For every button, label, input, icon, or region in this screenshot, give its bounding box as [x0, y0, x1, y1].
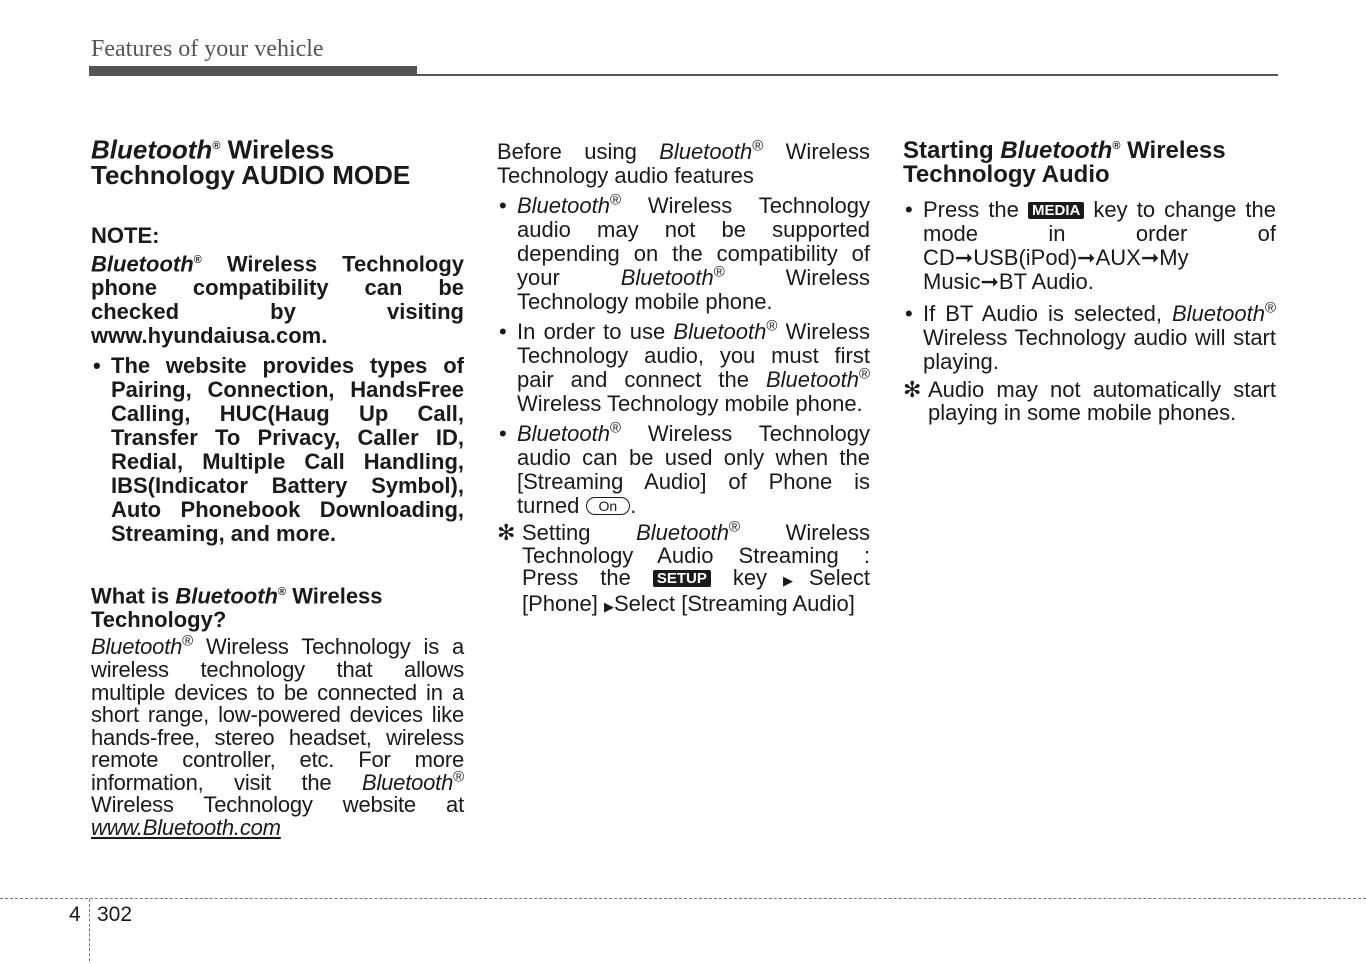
bullet-text: Wireless Technology audio can be used only when the [Streaming Audio] of Phone is turned — [517, 421, 870, 518]
registered-mark: ® — [193, 253, 202, 266]
registered-mark: ® — [1264, 299, 1276, 317]
footer-divider — [89, 899, 90, 961]
heading-text: What is — [91, 583, 176, 609]
column-2 — [497, 130, 870, 618]
note-label: NOTE: — [91, 222, 160, 248]
note-text: Audio may not automatically start playing in some mobile phones. — [928, 377, 1276, 425]
bullet-text: Wireless Technology audio, you must first pair and connect the — [517, 319, 870, 392]
arrow-right-icon: ➞ — [1140, 245, 1160, 270]
setup-key-badge: SETUP — [653, 570, 711, 587]
registered-mark: ® — [752, 137, 764, 155]
bullet-text: Wireless Technology audio will start playing. — [923, 325, 1276, 374]
paragraph-text: Wireless Technology is a wireless technology that allows multiple devices to be connected in a short range, low-powered devices like hands-free, stereo headset, wireless remote controller, etc. For more information, visit the — [91, 634, 464, 795]
registered-mark: ® — [212, 140, 221, 152]
note-text: Select [Streaming Audio] — [613, 590, 855, 616]
bullet-text: . — [630, 493, 637, 518]
registered-mark: ® — [609, 191, 622, 209]
bullet-text: Wireless Technology audio may not be supported depending on the compatibility of your — [517, 193, 870, 290]
bluetooth-term: Bluetooth — [91, 634, 183, 660]
autostart-note — [903, 378, 1276, 424]
bullet-text: Wireless Technology mobile phone. — [517, 391, 863, 416]
bluetooth-term: Bluetooth — [91, 134, 213, 165]
registered-mark: ® — [1112, 140, 1121, 152]
chapter-number: 4 — [69, 903, 81, 926]
bullet-text: If BT Audio is selected, — [923, 301, 1172, 326]
pairing-bullet — [497, 317, 870, 416]
bluetooth-term: Bluetooth — [517, 421, 610, 446]
page-header-title: Features of your vehicle — [91, 36, 324, 62]
bullet-text: Press the — [923, 197, 1028, 222]
registered-mark: ® — [278, 585, 287, 598]
audio-bullet-list — [497, 191, 870, 518]
note-text: Wireless Technology Audio Streaming : Press the — [522, 520, 870, 591]
bluetooth-term: Bluetooth — [175, 583, 278, 609]
bluetooth-website-link[interactable]: www.Bluetooth.com — [91, 815, 281, 841]
note-bullet-list — [91, 354, 464, 546]
arrow-right-icon: ▶ — [767, 573, 809, 589]
bluetooth-term: Bluetooth — [91, 250, 194, 276]
registered-mark: ® — [609, 419, 622, 437]
registered-mark: ® — [453, 768, 464, 786]
intro-text: Before using — [497, 139, 660, 164]
note-text: key — [710, 565, 768, 591]
bluetooth-term: Bluetooth — [1000, 137, 1113, 164]
section-title-what-is — [91, 580, 464, 632]
what-is-paragraph — [91, 632, 464, 841]
bluetooth-term: Bluetooth — [765, 367, 859, 392]
paragraph-text: Wireless Technology website at — [91, 792, 464, 818]
section-title-starting-audio — [903, 134, 1276, 187]
starting-bullet-list — [903, 198, 1276, 374]
bluetooth-term: Bluetooth — [620, 265, 714, 290]
arrow-right-icon: ➞ — [980, 269, 999, 294]
mode-bt-audio: BT Audio. — [998, 269, 1094, 294]
bluetooth-term: Bluetooth — [673, 319, 767, 344]
registered-mark: ® — [713, 263, 725, 281]
compatibility-bullet — [497, 191, 870, 314]
note-body: Wireless Technology phone compatibility can be checked by visiting www.hyundaiusa.com. — [91, 250, 464, 348]
section-title-audio-mode — [91, 134, 464, 188]
column-1 — [91, 130, 464, 840]
note-text: Select [Phone] — [522, 565, 870, 616]
heading-text: Wireless Technology Audio — [903, 137, 1226, 188]
media-key-bullet — [903, 198, 1276, 294]
heading-text: Wireless Technology? — [91, 583, 383, 633]
column-3 — [903, 130, 1276, 424]
asterisk-mark-icon: ✻ — [497, 520, 516, 545]
arrow-right-icon: ➞ — [1077, 245, 1096, 270]
bullet-text: In order to use — [517, 319, 674, 344]
intro-text: Wireless Technology audio features — [497, 139, 871, 188]
bluetooth-term: Bluetooth — [361, 769, 454, 795]
website-features-bullet: • The website provides types of Pairing, Connection, HandsFree Calling, HUC(Haug Up Call, Transfer To Privacy, Caller ID, Redial, Multiple Call Handling, IBS(Indicator Battery Symbol), Auto Phonebook Downloading, Streaming, and more. — [91, 354, 464, 546]
mode-aux: AUX — [1095, 245, 1141, 270]
intro-paragraph — [497, 137, 871, 188]
bluetooth-term: Bluetooth — [659, 139, 753, 164]
bluetooth-term: Bluetooth — [1171, 301, 1265, 326]
mode-my-music: My Music — [923, 245, 1189, 294]
note-text: Setting — [522, 520, 637, 545]
bluetooth-term: Bluetooth — [517, 193, 610, 218]
media-key-badge: MEDIA — [1028, 202, 1084, 219]
bluetooth-term: Bluetooth — [636, 520, 730, 545]
registered-mark: ® — [766, 317, 778, 335]
mode-usb: USB(iPod) — [973, 245, 1078, 270]
header-rule — [89, 74, 1278, 76]
arrow-right-icon: ▶ — [603, 598, 614, 614]
bullet-text: key to change the mode in order of CD — [923, 197, 1276, 270]
registered-mark: ® — [182, 632, 194, 650]
footer-rule — [0, 898, 1366, 899]
streaming-bullet — [497, 419, 870, 518]
setting-note — [497, 518, 870, 618]
note-text — [91, 248, 464, 348]
registered-mark: ® — [858, 365, 870, 383]
page-number: 302 — [97, 903, 133, 926]
bullet-text: Wireless Technology mobile phone. — [517, 265, 870, 314]
asterisk-mark-icon: ✻ — [903, 377, 922, 402]
on-indicator: On — [586, 497, 631, 515]
arrow-right-icon: ➞ — [954, 245, 974, 270]
registered-mark: ® — [729, 518, 741, 536]
heading-text: Starting — [903, 137, 1001, 164]
bt-audio-selected-bullet — [903, 299, 1276, 374]
title-text: Wireless Technology AUDIO MODE — [91, 134, 411, 190]
